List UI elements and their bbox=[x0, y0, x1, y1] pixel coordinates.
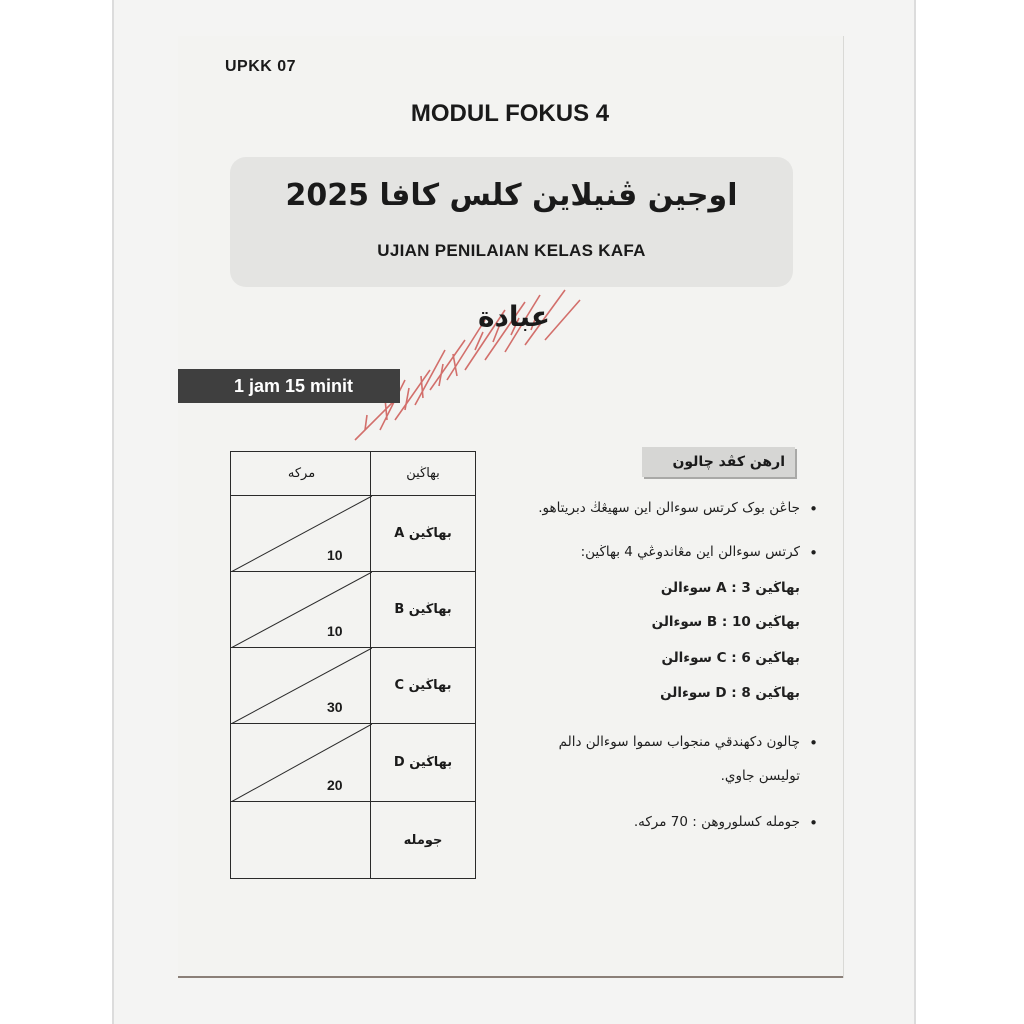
mark-cell bbox=[231, 496, 372, 571]
instruction-continuation: توليسن جاوي. bbox=[720, 768, 800, 784]
part-label: بهاڬين A bbox=[370, 496, 475, 571]
instruction-item: • جاڠن بوک كرتس سوءالن اين سهيڠڬ دبريتاهو. bbox=[538, 500, 800, 516]
header-mark: مركه bbox=[287, 466, 316, 481]
banner-jawi-title: اوجين ڤنيلاين كلس كافا 2025 bbox=[285, 178, 738, 213]
part-count-line: بهاڬين C : 6 سوءالن bbox=[661, 650, 800, 666]
table-row bbox=[231, 724, 475, 802]
table-row bbox=[231, 496, 475, 572]
instruction-item: • چالون دكهندقي منجواب سموا سوءالن دالم bbox=[559, 734, 800, 750]
paper-code: UPKK 07 bbox=[225, 58, 297, 75]
part-count-line: بهاڬين D : 8 سوءالن bbox=[660, 685, 800, 701]
table-total-row bbox=[231, 802, 475, 878]
diagonal-divider bbox=[231, 648, 372, 724]
diagonal-divider bbox=[231, 572, 372, 648]
part-count-line: بهاڬين B : 10 سوءالن bbox=[651, 614, 800, 630]
marks-table bbox=[230, 451, 476, 879]
part-label: بهاڬين B bbox=[370, 572, 475, 647]
mark-cell bbox=[231, 572, 372, 647]
part-count-line: بهاڬين A : 3 سوءالن bbox=[660, 580, 800, 596]
diagonal-divider bbox=[231, 496, 372, 572]
duration-bar: 1 jam 15 minit bbox=[178, 369, 400, 403]
part-label: بهاڬين C bbox=[370, 648, 475, 723]
mark-cell bbox=[231, 648, 372, 723]
module-title: MODUL FOKUS 4 bbox=[410, 100, 610, 127]
full-mark: 10 bbox=[327, 547, 343, 563]
full-mark: 30 bbox=[327, 699, 343, 715]
part-label: بهاڬين D bbox=[370, 724, 475, 801]
instruction-item: • كرتس سوءالن اين مڠاندوڠي 4 بهاڬين: bbox=[581, 544, 800, 560]
mark-cell bbox=[231, 724, 372, 801]
subject-title: عبادة bbox=[478, 300, 550, 333]
table-row bbox=[231, 572, 475, 648]
header-part: بهاڬين bbox=[370, 452, 475, 495]
diagonal-divider bbox=[231, 724, 372, 802]
table-row bbox=[231, 648, 475, 724]
total-mark-cell bbox=[231, 802, 372, 878]
banner-latin-title: UJIAN PENILAIAN KELAS KAFA bbox=[377, 241, 646, 260]
instructions-heading: ارهن كڤد چالون bbox=[642, 447, 795, 477]
full-mark: 10 bbox=[327, 623, 343, 639]
instruction-item: • جومله كسلوروهن : 70 مركه. bbox=[634, 814, 800, 830]
table-header-row bbox=[231, 452, 475, 496]
full-mark: 20 bbox=[327, 777, 343, 793]
title-banner bbox=[230, 157, 793, 287]
total-label: جومله bbox=[370, 802, 475, 878]
